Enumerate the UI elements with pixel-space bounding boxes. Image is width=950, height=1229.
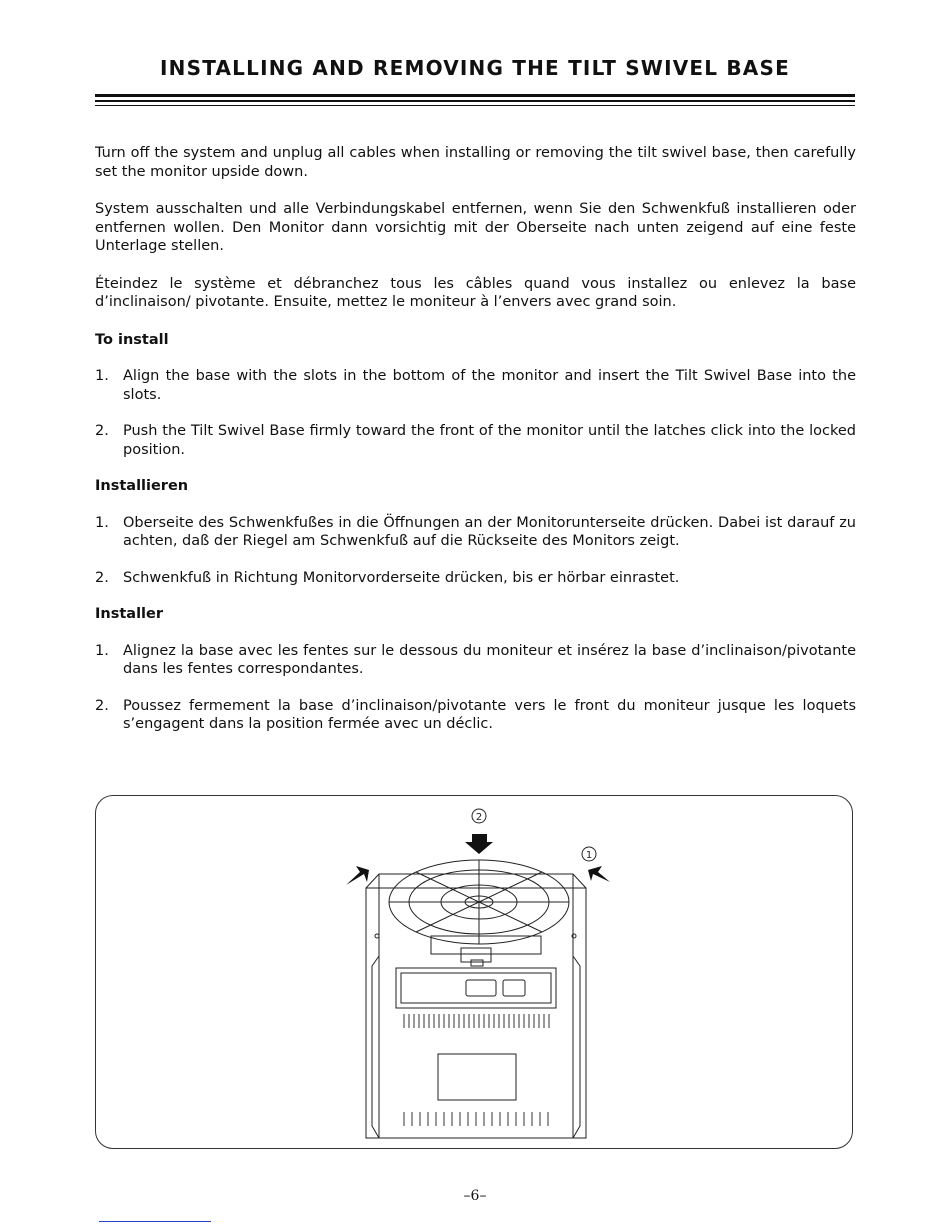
intro-french: Éteindez le système et débranchez tous les câbles quand vous installez ou enlevez la base d’inclinaison/ pivotante. Ensuite, mettez le moniteur à l’envers avec grand soin. [95,275,856,310]
monitor-top-edge [366,874,586,888]
step-number: 1. [95,368,109,384]
callout-2: 2 [475,812,483,823]
step-en-1 [95,367,856,404]
step-text: Schwenkfuß in Richtung Monitorvorderseite drücken, bis er hörbar einrastet. [123,569,680,586]
intro-english: Turn off the system and unplug all cables when installing or removing the tilt swivel base, then carefully set the monitor upside down. [95,145,856,180]
step-number: 2. [95,569,109,586]
heading-installieren: Installieren [95,478,189,494]
step-number: 2. [95,423,109,439]
front-button-1 [466,980,496,996]
monitor-illustration [96,796,854,1150]
push-down-arrow-icon [465,834,493,854]
heading-to-install: To install [95,331,169,348]
instructions-body [95,144,856,752]
step-text: Oberseite des Schwenkfußes in die Öffnungen an der Monitorunterseite drücken. Dabei ist darauf zu achten, daß der Riegel am Schwenkfuß auf die Rückseite des Monitors zeigt. [123,514,856,549]
step-fr-2 [95,697,856,734]
step-de-1 [95,514,856,551]
step-fr-1 [95,642,856,679]
title-rule-thin [95,105,855,106]
left-arrow-icon [346,866,369,885]
title-rule-medium [95,100,855,102]
title-rule-thick [95,94,855,97]
footer-link-underline[interactable] [99,1221,211,1222]
right-arrow-icon [588,866,610,882]
front-button-2 [503,980,525,996]
heading-installer: Installer [95,606,163,622]
front-panel [396,968,556,1008]
step-number: 1. [95,514,109,531]
intro-german: System ausschalten und alle Verbindungskabel entfernen, wenn Sie den Schwenkfuß installieren oder entfernen wollen. Den Monitor dann vorsichtig mit der Oberseite nach unten zeigend auf eine feste Unterlage stellen. [95,201,856,254]
page-number: –6– [463,1188,487,1204]
step-number: 1. [95,642,109,659]
step-text: Push the Tilt Swivel Base firmly toward the front of the monitor until the latches click into the locked position. [123,423,856,458]
installation-figure [95,795,853,1149]
callout-1: 1 [585,850,593,861]
left-side-panel [372,956,379,1138]
step-text: Poussez fermement la base d’inclinaison/pivotante vers le front du moniteur jusque les loquets s’engagent dans la position fermée avec un déclic. [123,697,856,732]
step-number: 2. [95,697,109,714]
screw-left [375,934,379,938]
label-plate [438,1054,516,1100]
step-text: Align the base with the slots in the bottom of the monitor and insert the Tilt Swivel Base into the slots. [123,368,856,403]
page-title: INSTALLING AND REMOVING THE TILT SWIVEL BASE [160,56,790,80]
right-side-panel [573,956,580,1138]
step-text: Alignez la base avec les fentes sur le dessous du moniteur et insérez la base d’inclinaison/pivotante dans les fentes correspondantes. [123,642,856,677]
step-de-2 [95,569,856,588]
step-en-2 [95,422,856,459]
